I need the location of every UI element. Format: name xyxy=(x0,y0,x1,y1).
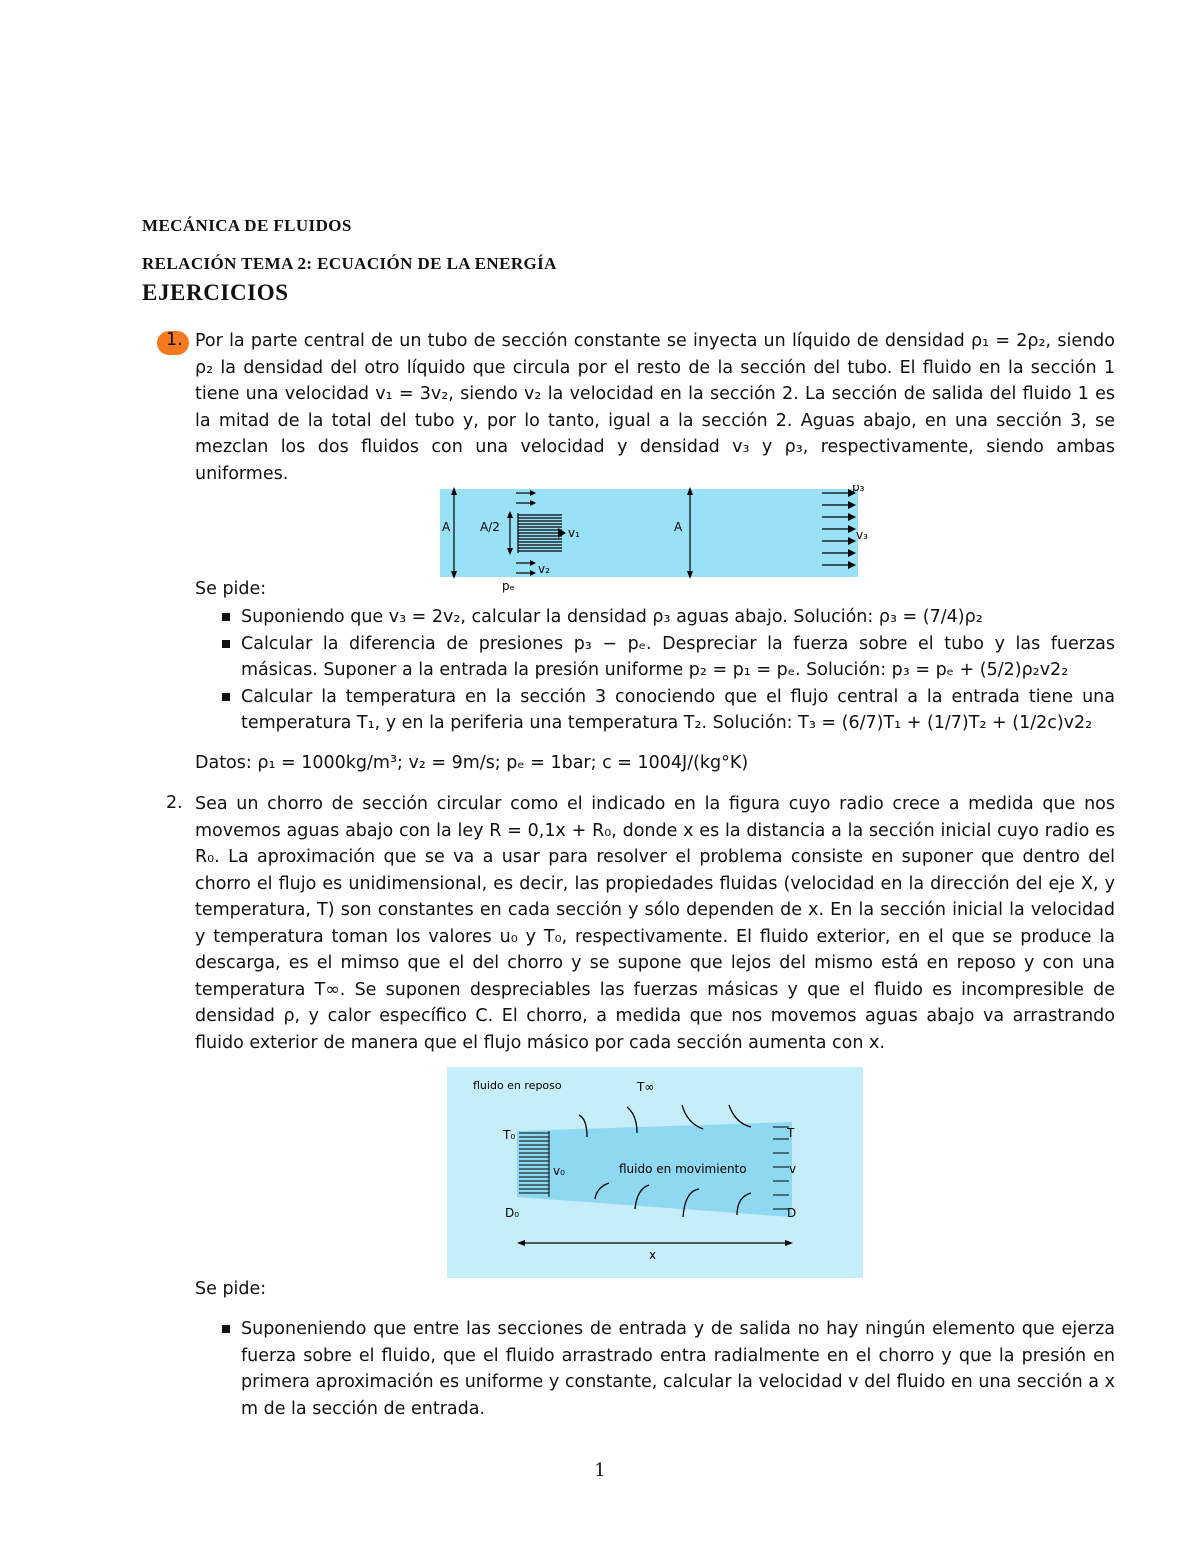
fig2-label-rest: fluido en reposo xyxy=(473,1079,562,1092)
list-item: Suponeniendo que entre las secciones de entrada y de salida no hay ningún elemento que ejerza fuerza sobre el fluido, que el fluido arrastrado entra radialmente en el chorro y que la presión en primera aproximación es uniforme y constante, calcular la velocidad v del fluido en una sección a x m de la sección de entrada. xyxy=(195,1316,1115,1422)
exercise-2-figure xyxy=(447,1067,863,1278)
fig2-label-D: D xyxy=(787,1206,797,1220)
fig2-label-Tinf: T∞ xyxy=(637,1080,655,1094)
section-title: EJERCICIOS xyxy=(142,280,289,305)
exercise-1-data: Datos: ρ₁ = 1000kg/m³; v₂ = 9m/s; pₑ = 1bar; c = 1004J/(kg°K) xyxy=(195,753,749,773)
exercise-1-se-pide: Se pide: xyxy=(195,579,267,599)
exercise-2-se-pide: Se pide: xyxy=(195,1279,267,1299)
fig1-label-v3: v₃ xyxy=(856,528,868,542)
fig1-label-pe: pₑ xyxy=(502,579,515,593)
exercise-2-text: Sea un chorro de sección circular como el indicado en la figura cuyo radio crece a medida que nos movemos aguas abajo con la ley R = 0,1x + R₀, donde x es la distancia a la sección inicial cuyo radio es R₀. La aproximación que se va a usar para resolver el problema consiste en suponer que dentro del chorro el flujo es unidimensional, es decir, las propiedades fluidas (velocidad en la dirección del eje X, y temperatura, T) son constantes en cada sección y sólo dependen de x. En la sección inicial la velocidad y temperatura toman los valores u₀ y T₀, respectivamente. El fluido exterior, en el que se produce la descarga, es el mimso que el del chorro y se supone que lejos del mismo está en reposo y con una temperatura T∞. Se suponen despreciables las fuerzas másicas y que el fluido es incompresible de densidad ρ, y calor específico C. El chorro, a medida que nos movemos aguas abajo va arrastrando fluido exterior de manera que el flujo másico por cada sección aumenta con x. xyxy=(195,794,1115,1053)
fig1-label-A-half: A/2 xyxy=(480,520,500,534)
exercise-1-bullets xyxy=(195,604,1115,737)
fig1-label-v1: v₁ xyxy=(568,526,580,540)
bullet-icon xyxy=(222,640,230,648)
exercise-1-figure xyxy=(438,485,878,593)
fig2-label-x: x xyxy=(649,1248,657,1262)
fig2-label-T0: T₀ xyxy=(503,1128,516,1142)
fig2-label-v: v xyxy=(789,1162,797,1176)
exercise-2-number: 2. xyxy=(166,793,183,813)
fig2-label-T: T xyxy=(787,1126,795,1140)
exercise-1-number: 1. xyxy=(166,330,183,350)
list-item: Calcular la temperatura en la sección 3 conociendo que el flujo central a la entrada tiene una temperatura T₁, y en la periferia una temperatura T₂. Solución: T₃ = (6/7)T₁ + (1/7)T₂ + (1/2c)v2₂ xyxy=(195,684,1115,737)
bullet-icon xyxy=(222,613,230,621)
exercise-2-bullets xyxy=(195,1316,1115,1422)
bullet-icon xyxy=(222,693,230,701)
fig2-label-D0: D₀ xyxy=(505,1206,520,1220)
fig2-label-moving: fluido en movimiento xyxy=(619,1162,747,1176)
list-item: Calcular la diferencia de presiones p₃ − pₑ. Despreciar la fuerza sobre el tubo y las fuerzas másicas. Suponer a la entrada la presión uniforme p₂ = p₁ = pₑ. Solución: p₃ = pₑ + (5/2)ρ₂v2₂ xyxy=(195,631,1115,684)
bullet-icon xyxy=(222,1325,230,1333)
topic-title: RELACIÓN TEMA 2: ECUACIÓN DE LA ENERGÍA xyxy=(142,254,557,273)
fig2-label-v0: v₀ xyxy=(553,1164,565,1178)
exercise-1-text: Por la parte central de un tubo de sección constante se inyecta un líquido de densidad ρ₁ = 2ρ₂, siendo ρ₂ la densidad del otro líquido que circula por el resto de la sección del tubo. El fluido en la sección 1 tiene una velocidad v₁ = 3v₂, siendo v₂ la velocidad en la sección 2. La sección de salida del fluido 1 es la mitad de la total del tubo y, por lo tanto, igual a la sección 2. Aguas abajo, en una sección 3, se mezclan los dos fluidos con una velocidad y densidad v₃ y ρ₃, respectivamente, siendo ambas uniformes. xyxy=(195,331,1115,484)
fig1-label-A-mid: A xyxy=(674,520,683,534)
course-title: MECÁNICA DE FLUIDOS xyxy=(142,216,352,235)
fig1-label-A-left: A xyxy=(442,520,451,534)
page-number: 1 xyxy=(594,1460,606,1481)
list-item: Suponiendo que v₃ = 2v₂, calcular la densidad ρ₃ aguas abajo. Solución: ρ₃ = (7/4)ρ₂ xyxy=(195,604,1115,631)
fig1-label-v2: v₂ xyxy=(538,562,550,576)
fig1-label-p3: p₃ xyxy=(852,485,865,494)
